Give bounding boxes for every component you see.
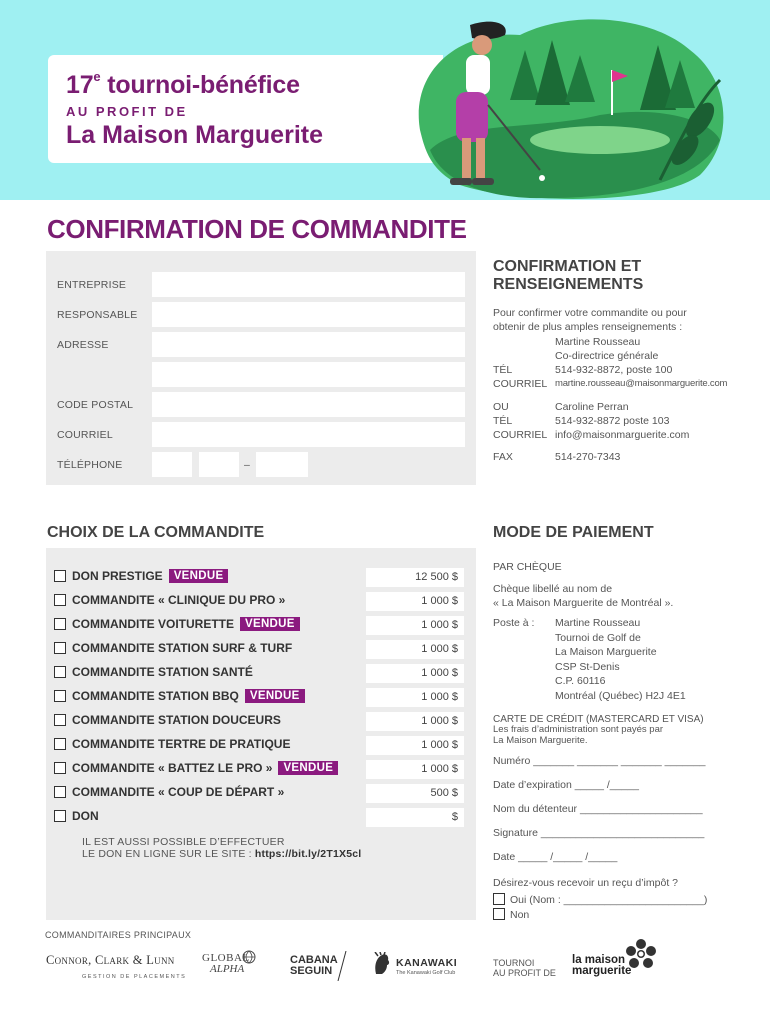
page-title: CONFIRMATION DE COMMANDITE xyxy=(47,214,467,244)
sold-badge: VENDUE xyxy=(169,569,229,583)
ou-label: OU TÉL COURRIEL xyxy=(493,401,548,441)
courriel-label: COURRIEL xyxy=(57,429,113,441)
entreprise-field[interactable] xyxy=(152,272,465,297)
price-surf-turf: 1 000 $ xyxy=(366,640,464,659)
choix-title: CHOIX DE LA COMMANDITE xyxy=(47,524,265,541)
organization-name: La Maison Marguerite xyxy=(66,121,323,149)
adresse-field-2[interactable] xyxy=(152,362,465,387)
code-postal-field[interactable] xyxy=(152,392,465,417)
header-banner xyxy=(0,0,770,200)
choice-don[interactable]: DON xyxy=(54,807,99,825)
event-subtitle: AU PROFIT DE xyxy=(66,104,188,119)
tax-receipt-question: Désirez-vous recevoir un reçu d’impôt ? xyxy=(493,877,678,889)
signature-field[interactable]: Signature ____________________________ xyxy=(493,827,705,839)
choice-don-prestige[interactable]: DON PRESTIGE VENDUE xyxy=(54,567,228,585)
fax-label: FAX xyxy=(493,451,513,463)
choice-voiturette[interactable]: COMMANDITE VOITURETTE VENDUE xyxy=(54,615,300,633)
price-don: $ xyxy=(366,808,464,827)
choice-battez-pro[interactable]: COMMANDITE « BATTEZ LE PRO » VENDUE xyxy=(54,759,338,777)
fax-number: 514-270-7343 xyxy=(555,451,621,463)
tournoi-au-profit: TOURNOI AU PROFIT DE xyxy=(493,958,556,978)
phone-dash: – xyxy=(244,459,251,471)
choice-coup-depart[interactable]: COMMANDITE « COUP DE DÉPART » xyxy=(54,783,284,801)
contact-form xyxy=(46,251,476,485)
card-number-field[interactable]: Numéro _______ _______ _______ _______ xyxy=(493,755,706,767)
contact-1-email[interactable]: martine.rousseau@maisonmarguerite.com xyxy=(555,378,728,389)
telephone-label: TÉLÉPHONE xyxy=(57,459,123,471)
sponsors-label: COMMANDITAIRES PRINCIPAUX xyxy=(45,930,192,940)
courriel-label-1: COURRIEL xyxy=(493,378,548,390)
receipt-non[interactable]: Non xyxy=(493,908,529,922)
price-clinique-pro: 1 000 $ xyxy=(366,592,464,611)
date-field[interactable]: Date _____ /_____ /_____ xyxy=(493,851,618,863)
adresse-label: ADRESSE xyxy=(57,339,109,351)
price-battez-pro: 1 000 $ xyxy=(366,760,464,779)
choice-bbq[interactable]: COMMANDITE STATION BBQ VENDUE xyxy=(54,687,305,705)
price-tertre: 1 000 $ xyxy=(366,736,464,755)
checkbox[interactable] xyxy=(54,714,66,726)
credit-card-label: CARTE DE CRÉDIT (MASTERCARD ET VISA) xyxy=(493,714,704,725)
sold-badge: VENDUE xyxy=(278,761,338,775)
price-bbq: 1 000 $ xyxy=(366,688,464,707)
holder-name-field[interactable]: Nom du détenteur _____________________ xyxy=(493,803,703,815)
checkbox[interactable] xyxy=(493,893,505,905)
price-don-prestige: 12 500 $ xyxy=(366,568,464,587)
expiration-field[interactable]: Date d’expiration _____ /_____ xyxy=(493,779,639,791)
adresse-field-1[interactable] xyxy=(152,332,465,357)
frais-note: Les frais d’administration sont payés par La Maison Marguerite. xyxy=(493,724,664,746)
contact-2-email[interactable]: info@maisonmarguerite.com xyxy=(555,429,690,441)
event-title: 17e tournoi-bénéfice xyxy=(66,69,300,99)
sponsorship-choices xyxy=(46,548,476,920)
price-sante: 1 000 $ xyxy=(366,664,464,683)
checkbox[interactable] xyxy=(54,738,66,750)
code-postal-label: CODE POSTAL xyxy=(57,399,134,411)
checkbox[interactable] xyxy=(54,618,66,630)
entreprise-label: ENTREPRISE xyxy=(57,279,127,291)
logo-cabana-seguin: CABANA SEGUIN xyxy=(290,955,338,977)
choice-douceurs[interactable]: COMMANDITE STATION DOUCEURS xyxy=(54,711,281,729)
price-coup-depart: 500 $ xyxy=(366,784,464,803)
checkbox[interactable] xyxy=(54,786,66,798)
golfer-illustration xyxy=(400,10,740,200)
phone-prefix-field[interactable] xyxy=(199,452,239,477)
logo-connor-clark-lunn: Connor, Clark & Lunn GESTION DE PLACEMENTS xyxy=(46,953,187,980)
donation-link[interactable]: https://bit.ly/2T1X5cl xyxy=(254,848,362,860)
price-voiturette: 1 000 $ xyxy=(366,616,464,635)
logo-global-alpha: GLOBAL ALPHA xyxy=(202,952,250,975)
mailing-address: Martine Rousseau Tournoi de Golf de La Maison Marguerite CSP St-Denis C.P. 60116 Montréal (Québec) H2J 4E1 xyxy=(555,617,686,702)
courriel-field[interactable] xyxy=(152,422,465,447)
responsable-field[interactable] xyxy=(152,302,465,327)
phone-line-field[interactable] xyxy=(256,452,308,477)
checkbox[interactable] xyxy=(54,690,66,702)
cheque-label: PAR CHÈQUE xyxy=(493,561,562,573)
checkbox[interactable] xyxy=(54,594,66,606)
sold-badge: VENDUE xyxy=(240,617,300,631)
choice-surf-turf[interactable]: COMMANDITE STATION SURF & TURF xyxy=(54,639,292,657)
checkbox[interactable] xyxy=(54,642,66,654)
receipt-oui[interactable]: Oui (Nom : ________________________) xyxy=(493,893,707,907)
checkbox[interactable] xyxy=(493,908,505,920)
confirmation-intro: Pour confirmer votre commandite ou pour obtenir de plus amples renseignements : xyxy=(493,307,687,333)
online-donation-note: IL EST AUSSI POSSIBLE D’EFFECTUER LE DON EN LIGNE SUR LE SITE : https://bit.ly/2T1X5cl xyxy=(82,836,362,860)
sold-badge: VENDUE xyxy=(245,689,305,703)
checkbox[interactable] xyxy=(54,762,66,774)
checkbox[interactable] xyxy=(54,810,66,822)
globe-icon xyxy=(242,950,256,964)
checkbox[interactable] xyxy=(54,666,66,678)
paiement-title: MODE DE PAIEMENT xyxy=(493,524,654,541)
choice-tertre[interactable]: COMMANDITE TERTRE DE PRATIQUE xyxy=(54,735,290,753)
confirmation-title: CONFIRMATION ET RENSEIGNEMENTS xyxy=(493,258,644,293)
slash-mark xyxy=(337,951,347,981)
contact-2: Caroline Perran 514-932-8872 poste 103 info@maisonmarguerite.com xyxy=(555,401,690,441)
choice-clinique-pro[interactable]: COMMANDITE « CLINIQUE DU PRO » xyxy=(54,591,285,609)
responsable-label: RESPONSABLE xyxy=(57,309,138,321)
tel-label-1: TÉL xyxy=(493,364,513,376)
phone-area-field[interactable] xyxy=(152,452,192,477)
poste-label: Poste à : xyxy=(493,617,535,629)
choice-sante[interactable]: COMMANDITE STATION SANTÉ xyxy=(54,663,253,681)
kanawaki-head-icon xyxy=(372,952,392,976)
price-douceurs: 1 000 $ xyxy=(366,712,464,731)
cheque-instructions: Chèque libellé au nom de « La Maison Marguerite de Montréal ». xyxy=(493,583,674,609)
contact-1: Martine Rousseau Co-directrice générale 514-932-8872, poste 100 xyxy=(555,336,673,376)
checkbox[interactable] xyxy=(54,570,66,582)
title-card xyxy=(48,55,443,163)
